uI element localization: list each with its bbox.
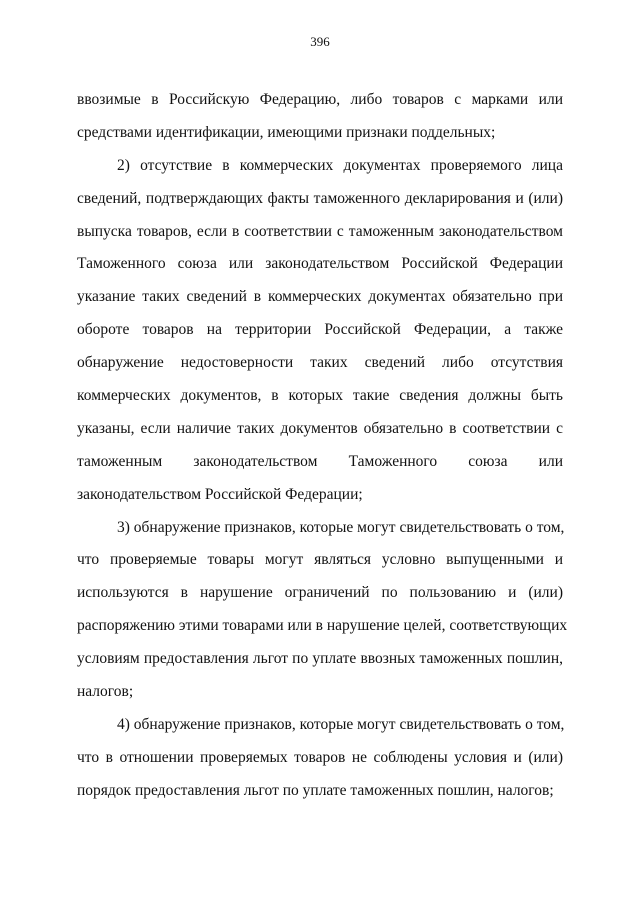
text-line: таможенным законодательством Таможенного союза или (77, 452, 563, 470)
text-line: выпуска товаров, если в соответствии с таможенным законодательством (77, 222, 563, 240)
text-line: сведений, подтверждающих факты таможенного декларирования и (или) (77, 189, 563, 207)
document-body (77, 84, 568, 808)
text-line: 3) обнаружение признаков, которые могут свидетельствовать о том, (117, 518, 565, 536)
text-line: что в отношении проверяемых товаров не соблюдены условия и (или) (77, 748, 563, 766)
text-line: налогов; (77, 683, 134, 701)
text-line: распоряжению этими товарами или в нарушение целей, соответствующих (77, 617, 568, 635)
text-line: указание таких сведений в коммерческих документах обязательно при (77, 288, 563, 306)
text-line: порядок предоставления льгот по уплате таможенных пошлин, налогов; (77, 781, 554, 799)
text-line: Таможенного союза или законодательством Российской Федерации (77, 255, 563, 273)
text-line: средствами идентификации, имеющими признаки поддельных; (77, 123, 496, 141)
text-line: обороте товаров на территории Российской Федерации, а также (77, 321, 563, 339)
text-line: ввозимые в Российскую Федерацию, либо товаров с марками или (77, 91, 563, 108)
text-line: 2) отсутствие в коммерческих документах проверяемого лица (117, 156, 563, 174)
page-number: 396 (310, 34, 330, 49)
text-line: 4) обнаружение признаков, которые могут свидетельствовать о том, (117, 715, 565, 733)
text-line: законодательством Российской Федерации; (77, 485, 363, 503)
text-line: что проверяемые товары могут являться условно выпущенными и (77, 551, 563, 569)
text-line: обнаружение недостоверности таких сведений либо отсутствия (77, 354, 563, 372)
text-line: условиям предоставления льгот по уплате ввозных таможенных пошлин, (77, 650, 563, 668)
text-line: указаны, если наличие таких документов обязательно в соответствии с (77, 419, 563, 437)
text-line: используются в нарушение ограничений по пользованию и (или) (77, 584, 563, 602)
text-line: коммерческих документов, в которых такие сведения должны быть (77, 387, 563, 405)
